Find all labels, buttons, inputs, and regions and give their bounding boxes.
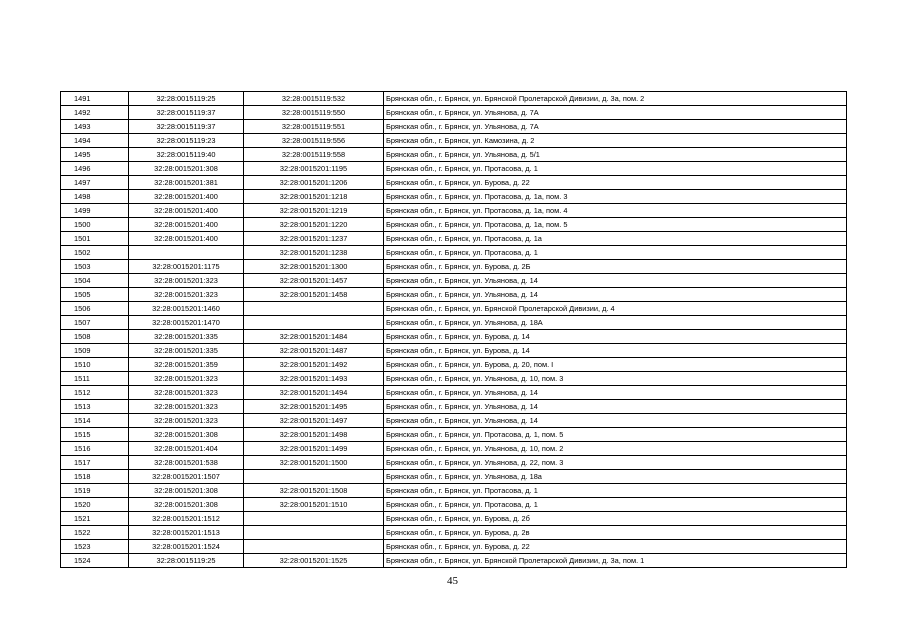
row-number-cell: 1491: [61, 92, 129, 106]
object-number-cell: 32:28:0015201:1498: [244, 428, 384, 442]
table-row: [61, 526, 847, 540]
cadastral-number-cell: 32:28:0015119:37: [129, 106, 244, 120]
object-number-cell: 32:28:0015201:1508: [244, 484, 384, 498]
table-row: [61, 204, 847, 218]
address-cell: Брянская обл., г. Брянск, ул. Протасова, д. 1а, пом. 3: [384, 190, 847, 204]
address-cell: Брянская обл., г. Брянск, ул. Ульянова, д. 14: [384, 400, 847, 414]
address-cell: Брянская обл., г. Брянск, ул. Ульянова, д. 10, пом. 3: [384, 372, 847, 386]
address-cell: Брянская обл., г. Брянск, ул. Протасова, д. 1а: [384, 232, 847, 246]
object-number-cell: [244, 302, 384, 316]
object-number-cell: 32:28:0015201:1510: [244, 498, 384, 512]
table-row: [61, 246, 847, 260]
cadastral-number-cell: 32:28:0015201:1524: [129, 540, 244, 554]
table-row: [61, 456, 847, 470]
table-row: [61, 120, 847, 134]
object-number-cell: 32:28:0015201:1493: [244, 372, 384, 386]
row-number-cell: 1497: [61, 176, 129, 190]
row-number-cell: 1507: [61, 316, 129, 330]
cadastral-number-cell: 32:28:0015201:308: [129, 498, 244, 512]
cadastral-number-cell: 32:28:0015119:37: [129, 120, 244, 134]
object-number-cell: [244, 540, 384, 554]
address-cell: Брянская обл., г. Брянск, ул. Бурова, д. 2б: [384, 512, 847, 526]
table-row: [61, 400, 847, 414]
address-cell: Брянская обл., г. Брянск, ул. Брянской Пролетарской Дивизии, д. 3а, пом. 2: [384, 92, 847, 106]
object-number-cell: 32:28:0015201:1238: [244, 246, 384, 260]
row-number-cell: 1512: [61, 386, 129, 400]
cadastral-table: [60, 91, 847, 568]
object-number-cell: 32:28:0015201:1487: [244, 344, 384, 358]
table-row: [61, 92, 847, 106]
address-cell: Брянская обл., г. Брянск, ул. Протасова, д. 1а, пом. 5: [384, 218, 847, 232]
table-row: [61, 106, 847, 120]
table-row: [61, 316, 847, 330]
cadastral-number-cell: 32:28:0015201:1470: [129, 316, 244, 330]
object-number-cell: 32:28:0015201:1494: [244, 386, 384, 400]
row-number-cell: 1524: [61, 554, 129, 568]
cadastral-number-cell: 32:28:0015201:335: [129, 330, 244, 344]
table-row: [61, 554, 847, 568]
address-cell: Брянская обл., г. Брянск, ул. Ульянова, д. 14: [384, 386, 847, 400]
row-number-cell: 1517: [61, 456, 129, 470]
address-cell: Брянская обл., г. Брянск, ул. Бурова, д. 22: [384, 540, 847, 554]
row-number-cell: 1504: [61, 274, 129, 288]
cadastral-number-cell: 32:28:0015201:1513: [129, 526, 244, 540]
row-number-cell: 1519: [61, 484, 129, 498]
table-row: [61, 218, 847, 232]
object-number-cell: 32:28:0015201:1495: [244, 400, 384, 414]
object-number-cell: 32:28:0015201:1484: [244, 330, 384, 344]
address-cell: Брянская обл., г. Брянск, ул. Протасова, д. 1: [384, 498, 847, 512]
object-number-cell: 32:28:0015119:551: [244, 120, 384, 134]
object-number-cell: 32:28:0015201:1219: [244, 204, 384, 218]
cadastral-number-cell: 32:28:0015201:359: [129, 358, 244, 372]
address-cell: Брянская обл., г. Брянск, ул. Протасова, д. 1, пом. 5: [384, 428, 847, 442]
address-cell: Брянская обл., г. Брянск, ул. Ульянова, д. 22, пом. 3: [384, 456, 847, 470]
table-row: [61, 470, 847, 484]
row-number-cell: 1511: [61, 372, 129, 386]
table-row: [61, 190, 847, 204]
table-row: [61, 372, 847, 386]
table-row: [61, 274, 847, 288]
row-number-cell: 1516: [61, 442, 129, 456]
address-cell: Брянская обл., г. Брянск, ул. Протасова, д. 1: [384, 484, 847, 498]
row-number-cell: 1508: [61, 330, 129, 344]
address-cell: Брянская обл., г. Брянск, ул. Протасова, д. 1а, пом. 4: [384, 204, 847, 218]
page-number: 45: [447, 575, 458, 587]
table-row: [61, 512, 847, 526]
row-number-cell: 1510: [61, 358, 129, 372]
cadastral-number-cell: 32:28:0015201:1460: [129, 302, 244, 316]
cadastral-number-cell: 32:28:0015201:400: [129, 232, 244, 246]
cadastral-number-cell: 32:28:0015201:323: [129, 372, 244, 386]
table-row: [61, 134, 847, 148]
cadastral-number-cell: 32:28:0015201:323: [129, 400, 244, 414]
table-row: [61, 302, 847, 316]
address-cell: Брянская обл., г. Брянск, ул. Камозина, д. 2: [384, 134, 847, 148]
object-number-cell: 32:28:0015119:550: [244, 106, 384, 120]
row-number-cell: 1503: [61, 260, 129, 274]
row-number-cell: 1493: [61, 120, 129, 134]
cadastral-number-cell: 32:28:0015201:308: [129, 428, 244, 442]
table-row: [61, 484, 847, 498]
table-row: [61, 442, 847, 456]
row-number-cell: 1498: [61, 190, 129, 204]
table-row: [61, 330, 847, 344]
row-number-cell: 1500: [61, 218, 129, 232]
object-number-cell: 32:28:0015201:1300: [244, 260, 384, 274]
object-number-cell: 32:28:0015119:556: [244, 134, 384, 148]
cadastral-number-cell: 32:28:0015201:400: [129, 218, 244, 232]
row-number-cell: 1520: [61, 498, 129, 512]
cadastral-number-cell: 32:28:0015201:308: [129, 162, 244, 176]
object-number-cell: 32:28:0015201:1500: [244, 456, 384, 470]
address-cell: Брянская обл., г. Брянск, ул. Ульянова, д. 14: [384, 274, 847, 288]
address-cell: Брянская обл., г. Брянск, ул. Ульянова, д. 7А: [384, 106, 847, 120]
cadastral-number-cell: [129, 246, 244, 260]
row-number-cell: 1492: [61, 106, 129, 120]
row-number-cell: 1522: [61, 526, 129, 540]
cadastral-number-cell: 32:28:0015201:335: [129, 344, 244, 358]
row-number-cell: 1496: [61, 162, 129, 176]
object-number-cell: 32:28:0015201:1237: [244, 232, 384, 246]
object-number-cell: [244, 526, 384, 540]
address-cell: Брянская обл., г. Брянск, ул. Ульянова, д. 18а: [384, 470, 847, 484]
table-row: [61, 288, 847, 302]
cadastral-number-cell: 32:28:0015201:308: [129, 484, 244, 498]
cadastral-number-cell: 32:28:0015119:25: [129, 92, 244, 106]
cadastral-number-cell: 32:28:0015119:25: [129, 554, 244, 568]
cadastral-number-cell: 32:28:0015201:1507: [129, 470, 244, 484]
object-number-cell: [244, 316, 384, 330]
address-cell: Брянская обл., г. Брянск, ул. Бурова, д. 20, пом. I: [384, 358, 847, 372]
cadastral-number-cell: 32:28:0015201:404: [129, 442, 244, 456]
table-row: [61, 414, 847, 428]
address-cell: Брянская обл., г. Брянск, ул. Ульянова, д. 14: [384, 414, 847, 428]
cadastral-number-cell: 32:28:0015201:323: [129, 288, 244, 302]
table-row: [61, 260, 847, 274]
address-cell: Брянская обл., г. Брянск, ул. Бурова, д. 2в: [384, 526, 847, 540]
address-cell: Брянская обл., г. Брянск, ул. Бурова, д. 14: [384, 330, 847, 344]
table-row: [61, 344, 847, 358]
address-cell: Брянская обл., г. Брянск, ул. Ульянова, д. 7А: [384, 120, 847, 134]
cadastral-number-cell: 32:28:0015201:400: [129, 204, 244, 218]
object-number-cell: 32:28:0015201:1499: [244, 442, 384, 456]
object-number-cell: 32:28:0015201:1457: [244, 274, 384, 288]
row-number-cell: 1501: [61, 232, 129, 246]
row-number-cell: 1502: [61, 246, 129, 260]
row-number-cell: 1494: [61, 134, 129, 148]
row-number-cell: 1509: [61, 344, 129, 358]
cadastral-number-cell: 32:28:0015119:23: [129, 134, 244, 148]
cadastral-number-cell: 32:28:0015201:1175: [129, 260, 244, 274]
address-cell: Брянская обл., г. Брянск, ул. Протасова, д. 1: [384, 246, 847, 260]
object-number-cell: 32:28:0015119:532: [244, 92, 384, 106]
cadastral-number-cell: 32:28:0015201:400: [129, 190, 244, 204]
object-number-cell: 32:28:0015119:558: [244, 148, 384, 162]
cadastral-number-cell: 32:28:0015119:40: [129, 148, 244, 162]
address-cell: Брянская обл., г. Брянск, ул. Брянской Пролетарской Дивизии, д. 3а, пом. 1: [384, 554, 847, 568]
address-cell: Брянская обл., г. Брянск, ул. Протасова, д. 1: [384, 162, 847, 176]
object-number-cell: 32:28:0015201:1220: [244, 218, 384, 232]
cadastral-number-cell: 32:28:0015201:323: [129, 386, 244, 400]
cadastral-number-cell: 32:28:0015201:1512: [129, 512, 244, 526]
address-cell: Брянская обл., г. Брянск, ул. Ульянова, д. 14: [384, 288, 847, 302]
row-number-cell: 1513: [61, 400, 129, 414]
address-cell: Брянская обл., г. Брянск, ул. Ульянова, д. 18А: [384, 316, 847, 330]
row-number-cell: 1521: [61, 512, 129, 526]
address-cell: Брянская обл., г. Брянск, ул. Бурова, д. 2Б: [384, 260, 847, 274]
address-cell: Брянская обл., г. Брянск, ул. Ульянова, д. 5/1: [384, 148, 847, 162]
row-number-cell: 1518: [61, 470, 129, 484]
table-row: [61, 176, 847, 190]
cadastral-number-cell: 32:28:0015201:323: [129, 414, 244, 428]
address-cell: Брянская обл., г. Брянск, ул. Бурова, д. 22: [384, 176, 847, 190]
cadastral-number-cell: 32:28:0015201:323: [129, 274, 244, 288]
table-row: [61, 540, 847, 554]
table-row: [61, 358, 847, 372]
row-number-cell: 1505: [61, 288, 129, 302]
address-cell: Брянская обл., г. Брянск, ул. Ульянова, д. 10, пом. 2: [384, 442, 847, 456]
row-number-cell: 1514: [61, 414, 129, 428]
object-number-cell: 32:28:0015201:1206: [244, 176, 384, 190]
object-number-cell: [244, 512, 384, 526]
object-number-cell: 32:28:0015201:1492: [244, 358, 384, 372]
row-number-cell: 1506: [61, 302, 129, 316]
row-number-cell: 1515: [61, 428, 129, 442]
row-number-cell: 1499: [61, 204, 129, 218]
object-number-cell: [244, 470, 384, 484]
object-number-cell: 32:28:0015201:1497: [244, 414, 384, 428]
cadastral-number-cell: 32:28:0015201:381: [129, 176, 244, 190]
object-number-cell: 32:28:0015201:1458: [244, 288, 384, 302]
table-row: [61, 386, 847, 400]
table-row: [61, 148, 847, 162]
object-number-cell: 32:28:0015201:1195: [244, 162, 384, 176]
table-row: [61, 498, 847, 512]
table-row: [61, 428, 847, 442]
table-row: [61, 162, 847, 176]
table-row: [61, 232, 847, 246]
address-cell: Брянская обл., г. Брянск, ул. Бурова, д. 14: [384, 344, 847, 358]
object-number-cell: 32:28:0015201:1218: [244, 190, 384, 204]
row-number-cell: 1523: [61, 540, 129, 554]
object-number-cell: 32:28:0015201:1525: [244, 554, 384, 568]
address-cell: Брянская обл., г. Брянск, ул. Брянской Пролетарской Дивизии, д. 4: [384, 302, 847, 316]
cadastral-number-cell: 32:28:0015201:538: [129, 456, 244, 470]
row-number-cell: 1495: [61, 148, 129, 162]
table-body: [61, 92, 847, 568]
